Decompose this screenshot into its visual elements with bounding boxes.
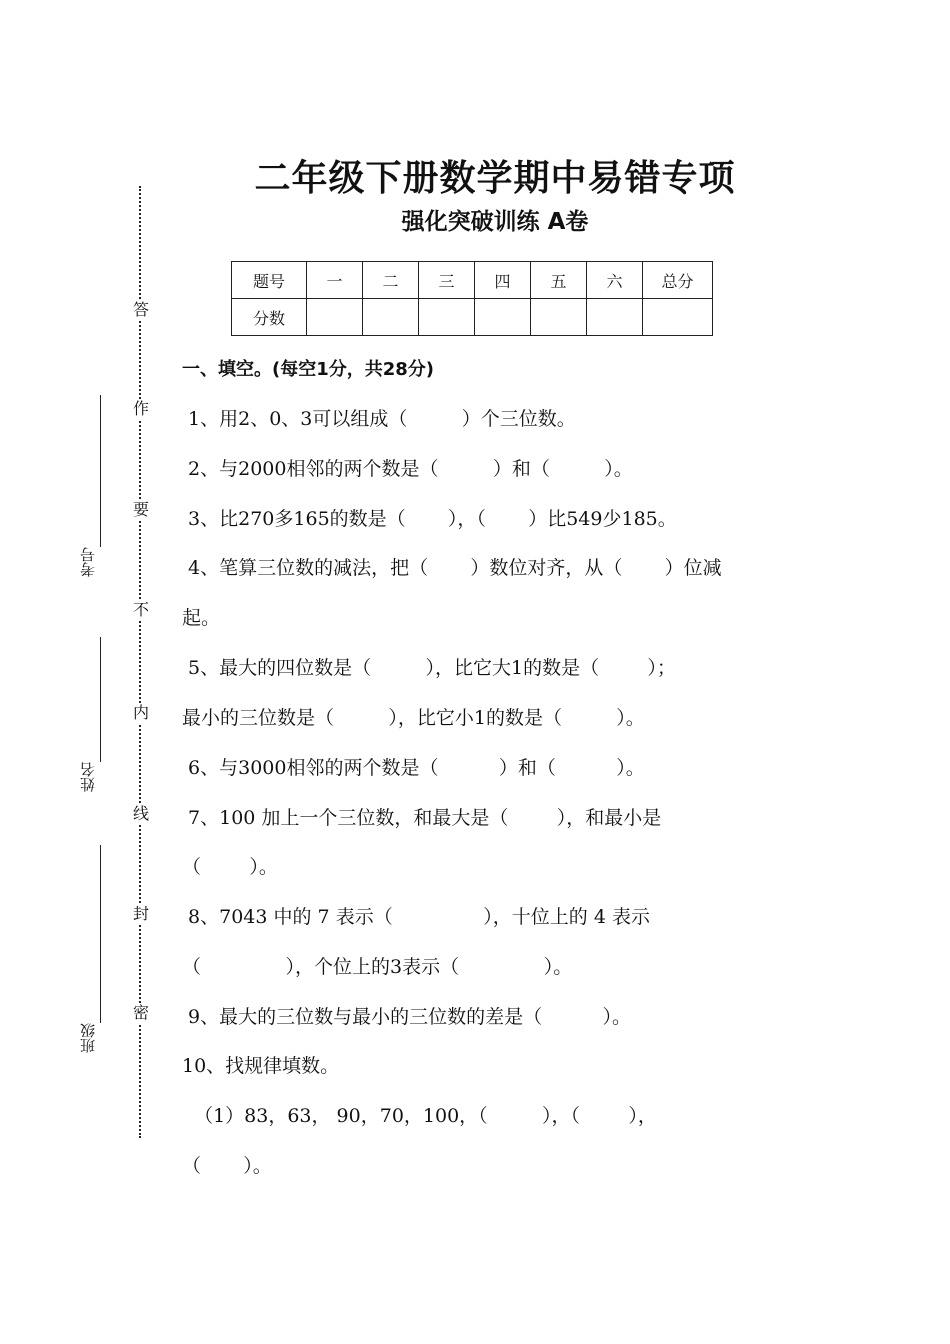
question-line: （ ）。 bbox=[182, 1155, 272, 1177]
seal-char: 答 bbox=[132, 300, 149, 319]
class-label: 班级 bbox=[79, 1023, 97, 1053]
question-line: 2、与2000相邻的两个数是（ ）和（ ）。 bbox=[182, 458, 633, 480]
score-input-cell[interactable] bbox=[475, 299, 531, 336]
page-subtitle: 强化突破训练 A卷 bbox=[401, 209, 589, 235]
name-line bbox=[100, 637, 101, 762]
class-field[interactable] bbox=[78, 845, 104, 1063]
score-table-cell: 五 bbox=[531, 262, 587, 299]
exam-number-field[interactable] bbox=[78, 395, 104, 585]
seal-char: 不 bbox=[132, 600, 149, 619]
seal-char: 线 bbox=[132, 804, 149, 823]
question-line: 9、最大的三位数与最小的三位数的差是（ ）。 bbox=[182, 1006, 632, 1028]
exam-number-line bbox=[100, 395, 101, 547]
class-line bbox=[100, 845, 101, 1023]
question-line: 6、与3000相邻的两个数是（ ）和（ ）。 bbox=[182, 757, 645, 779]
score-input-cell[interactable] bbox=[531, 299, 587, 336]
question-line: （ ）。 bbox=[182, 856, 278, 878]
question-line: （ ），个位上的3表示（ ）。 bbox=[182, 956, 573, 978]
score-input-cell[interactable] bbox=[643, 299, 713, 336]
seal-char: 作 bbox=[132, 399, 149, 418]
score-input-cell[interactable] bbox=[587, 299, 643, 336]
score-row-label: 分数 bbox=[232, 299, 307, 336]
question-line: 4、笔算三位数的减法，把（ ）数位对齐，从（ ）位减 bbox=[182, 557, 722, 579]
score-table-cell: 二 bbox=[363, 262, 419, 299]
question-line: 8、7043 中的 7 表示（ ），十位上的 4 表示 bbox=[182, 906, 650, 928]
question-line: 起。 bbox=[182, 607, 221, 629]
score-table-cell: 四 bbox=[475, 262, 531, 299]
question-line: 最小的三位数是（ ），比它小1的数是（ ）。 bbox=[182, 707, 645, 729]
seal-dotted-line bbox=[139, 186, 141, 1138]
seal-char: 内 bbox=[132, 703, 149, 722]
score-input-cell[interactable] bbox=[307, 299, 363, 336]
score-table-cell: 总分 bbox=[643, 262, 713, 299]
score-table-cell: 一 bbox=[307, 262, 363, 299]
name-label: 姓名 bbox=[79, 762, 97, 792]
score-input-cell[interactable] bbox=[419, 299, 475, 336]
section-heading: 一、填空。(每空1分，共28分) bbox=[182, 359, 435, 380]
score-table-cell: 六 bbox=[587, 262, 643, 299]
page-title: 二年级下册数学期中易错专项 bbox=[254, 158, 736, 199]
score-table-header-row bbox=[232, 262, 713, 299]
question-line: 3、比270多165的数是（ ），（ ）比549少185。 bbox=[182, 508, 677, 530]
name-field[interactable] bbox=[78, 637, 104, 802]
score-input-cell[interactable] bbox=[363, 299, 419, 336]
seal-char: 密 bbox=[132, 1003, 149, 1022]
seal-char: 要 bbox=[132, 500, 149, 519]
score-table-score-row bbox=[232, 299, 713, 336]
seal-char: 封 bbox=[132, 904, 149, 923]
question-line: 1、用2、0、3可以组成（ ）个三位数。 bbox=[182, 408, 576, 430]
exam-number-label: 考号 bbox=[79, 547, 97, 577]
score-table-cell: 三 bbox=[419, 262, 475, 299]
score-table bbox=[231, 261, 713, 336]
question-line: 5、最大的四位数是（ ），比它大1的数是（ ）； bbox=[182, 657, 676, 679]
question-line: 10、找规律填数。 bbox=[182, 1055, 340, 1077]
score-table-cell: 题号 bbox=[232, 262, 307, 299]
question-line: 7、100 加上一个三位数，和最大是（ ），和最小是 bbox=[182, 807, 662, 829]
question-line: （1）83，63， 90，70，100，（ ），（ ）， bbox=[182, 1105, 657, 1127]
